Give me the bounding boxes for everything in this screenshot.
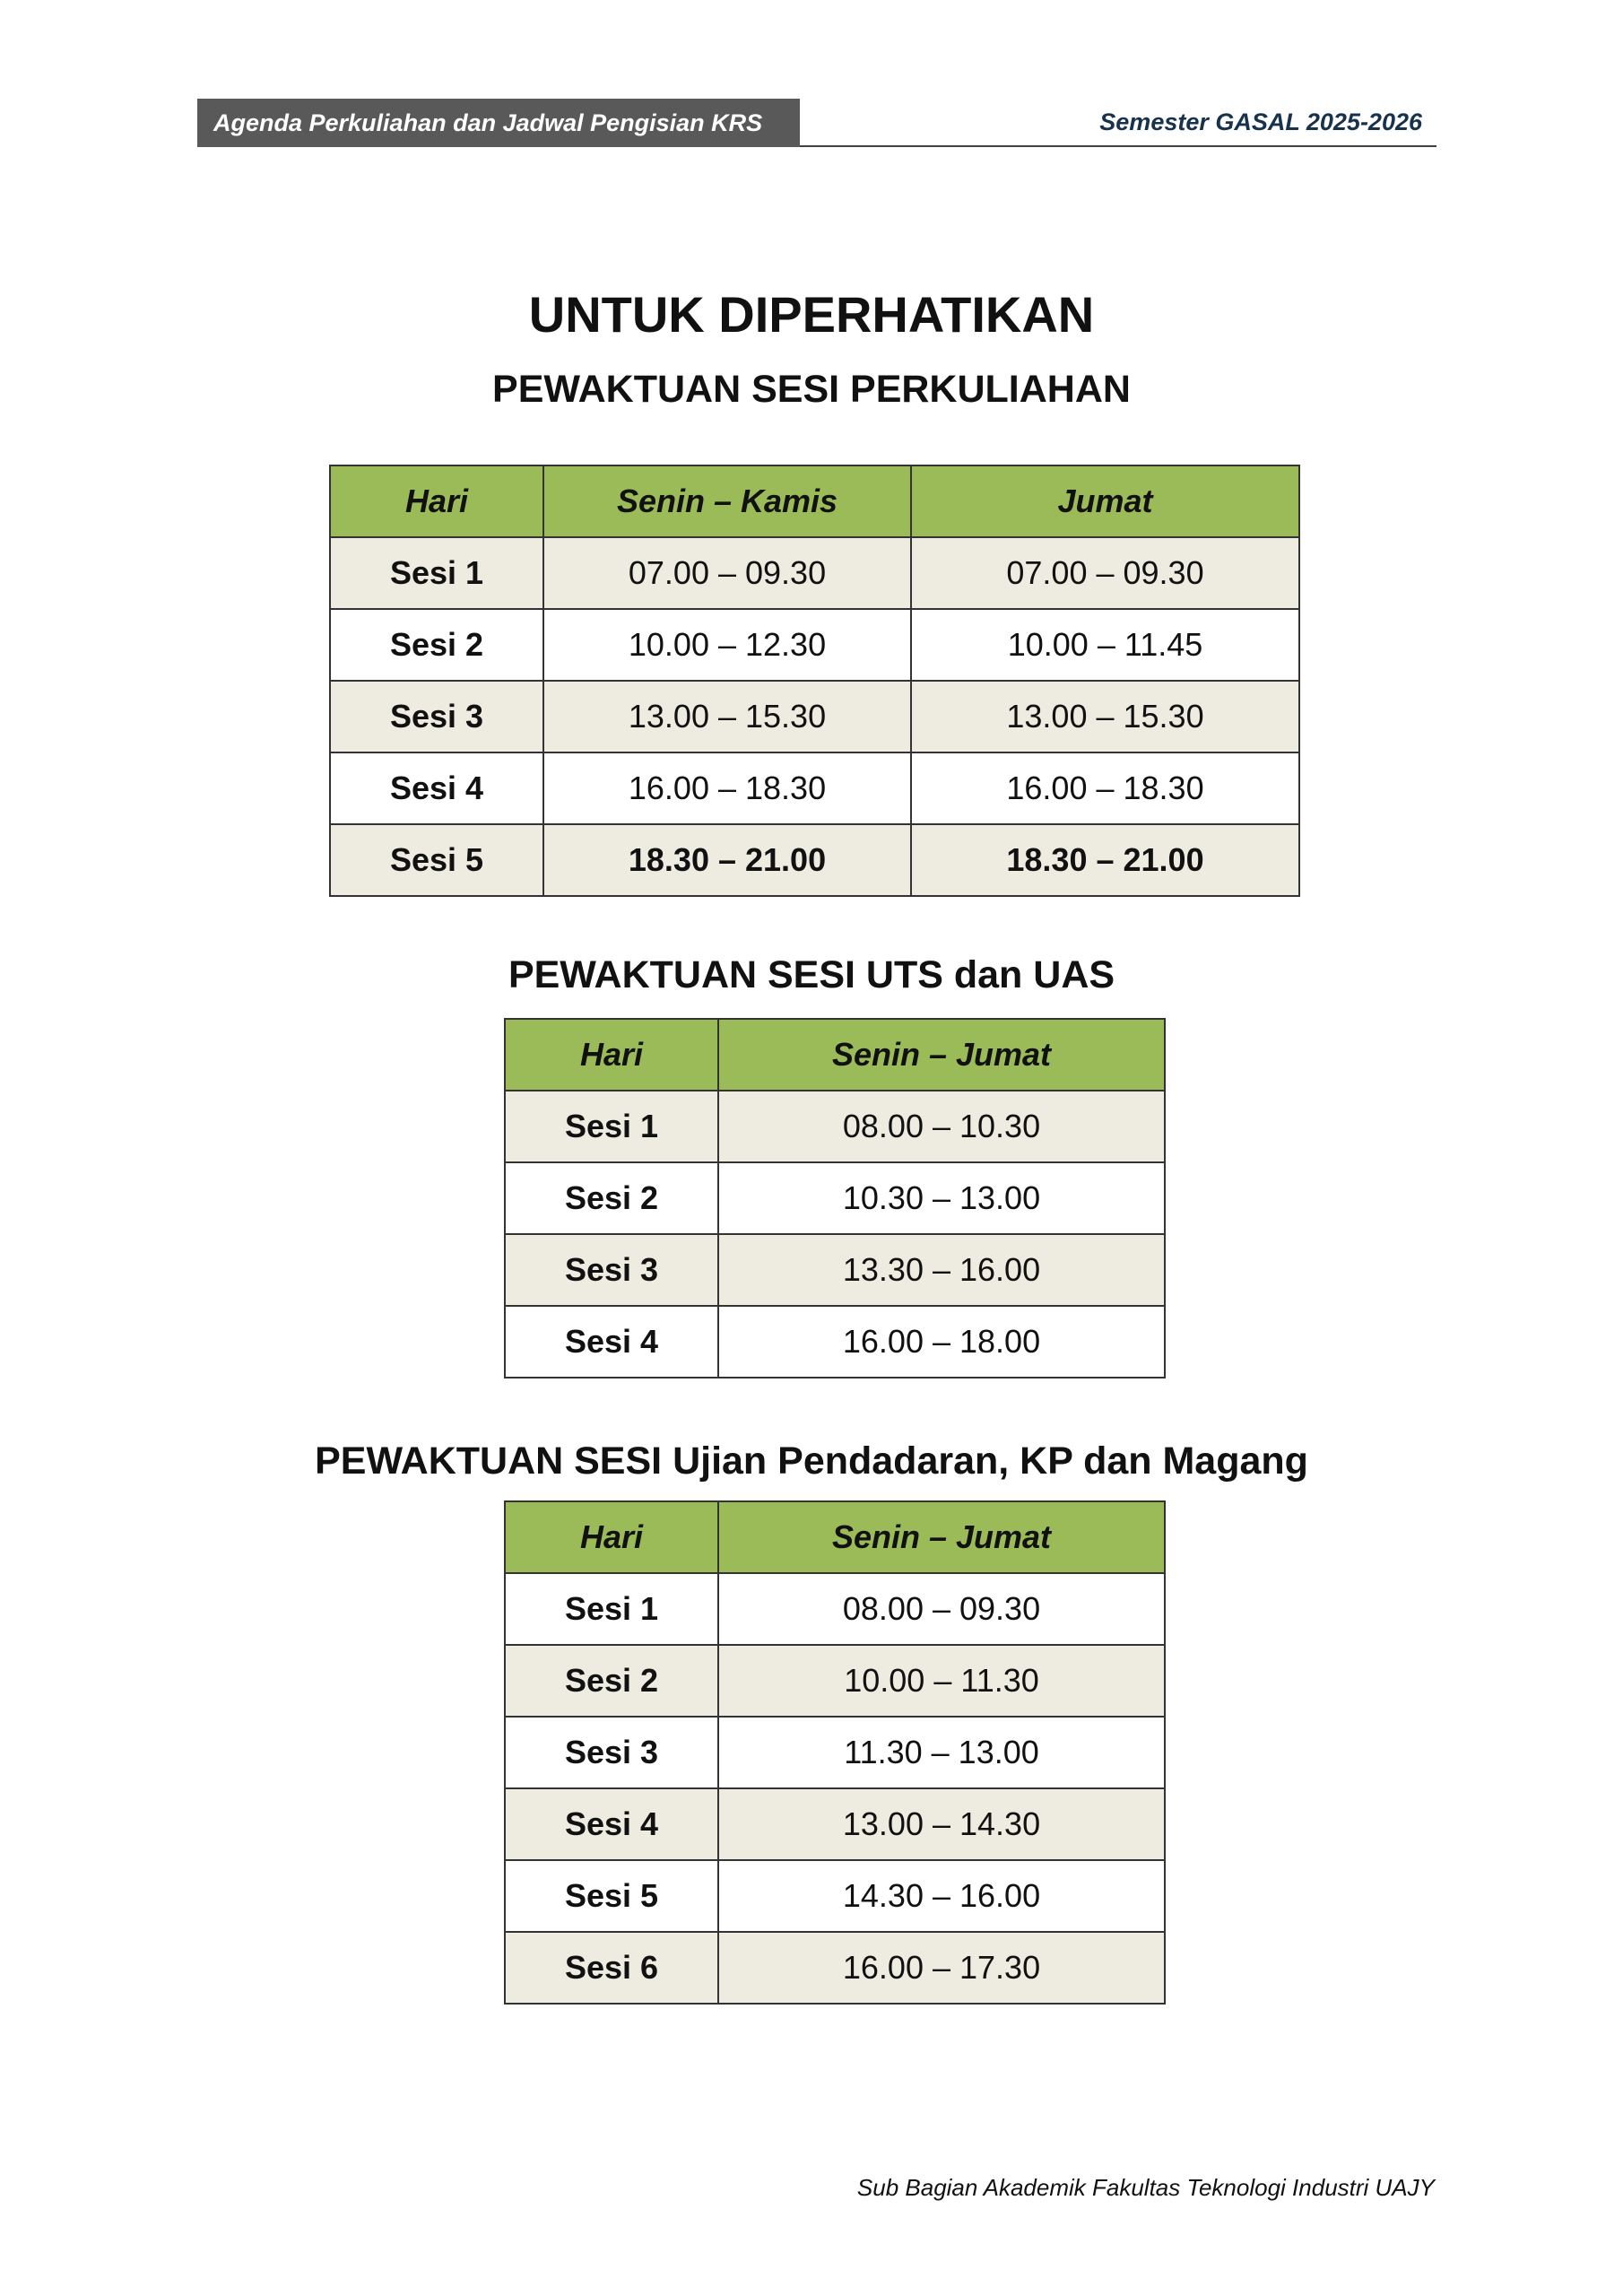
time-cell: 13.00 – 15.30 <box>911 681 1299 752</box>
table-row <box>505 1306 1165 1378</box>
time-cell: 16.00 – 17.30 <box>718 1932 1165 2004</box>
time-cell: 13.30 – 16.00 <box>718 1234 1165 1306</box>
table-row <box>330 681 1299 752</box>
session-cell: Sesi 4 <box>505 1788 718 1860</box>
session-cell: Sesi 2 <box>330 609 543 681</box>
session-cell: Sesi 2 <box>505 1162 718 1234</box>
exam-session-title: PEWAKTUAN SESI UTS dan UAS <box>508 953 1115 996</box>
session-cell: Sesi 4 <box>330 752 543 824</box>
table-row <box>505 1645 1165 1717</box>
table-header-row <box>330 465 1299 537</box>
header-document-title: Agenda Perkuliahan dan Jadwal Pengisian KRS <box>197 99 800 147</box>
table-row <box>505 1162 1165 1234</box>
column-header: Hari <box>505 1019 718 1091</box>
session-cell: Sesi 5 <box>505 1860 718 1932</box>
final-exam-session-title: PEWAKTUAN SESI Ujian Pendadaran, KP dan Magang <box>315 1439 1308 1483</box>
time-cell: 16.00 – 18.30 <box>911 752 1299 824</box>
session-cell: Sesi 2 <box>505 1645 718 1717</box>
time-cell: 07.00 – 09.30 <box>543 537 911 609</box>
exam-session-table <box>504 1018 1166 1378</box>
time-cell: 08.00 – 10.30 <box>718 1091 1165 1162</box>
time-cell: 10.00 – 11.45 <box>911 609 1299 681</box>
time-cell: 07.00 – 09.30 <box>911 537 1299 609</box>
time-cell: 10.30 – 13.00 <box>718 1162 1165 1234</box>
lecture-session-table <box>329 465 1300 897</box>
time-cell: 16.00 – 18.00 <box>718 1306 1165 1378</box>
table-row <box>330 752 1299 824</box>
footer-text: Sub Bagian Akademik Fakultas Teknologi Industri UAJY <box>856 2174 1435 2201</box>
column-header: Senin – Kamis <box>543 465 911 537</box>
table-row <box>330 609 1299 681</box>
header-semester: Semester GASAL 2025-2026 <box>800 99 1436 147</box>
table-row <box>505 1788 1165 1860</box>
time-cell: 18.30 – 21.00 <box>911 824 1299 896</box>
time-cell: 10.00 – 12.30 <box>543 609 911 681</box>
session-cell: Sesi 3 <box>330 681 543 752</box>
table-row <box>505 1932 1165 2004</box>
column-header: Hari <box>505 1501 718 1573</box>
session-cell: Sesi 1 <box>505 1091 718 1162</box>
time-cell: 08.00 – 09.30 <box>718 1573 1165 1645</box>
session-cell: Sesi 1 <box>505 1573 718 1645</box>
table-header-row <box>505 1019 1165 1091</box>
page-title: UNTUK DIPERHATIKAN <box>528 286 1095 343</box>
time-cell: 18.30 – 21.00 <box>543 824 911 896</box>
table-row <box>330 824 1299 896</box>
table-row <box>505 1573 1165 1645</box>
time-cell: 11.30 – 13.00 <box>718 1717 1165 1788</box>
time-cell: 13.00 – 15.30 <box>543 681 911 752</box>
table-row <box>330 537 1299 609</box>
session-cell: Sesi 3 <box>505 1717 718 1788</box>
session-cell: Sesi 6 <box>505 1932 718 2004</box>
session-cell: Sesi 3 <box>505 1234 718 1306</box>
table-row <box>505 1234 1165 1306</box>
column-header: Jumat <box>911 465 1299 537</box>
table-row <box>505 1860 1165 1932</box>
time-cell: 14.30 – 16.00 <box>718 1860 1165 1932</box>
final-exam-session-table <box>504 1500 1166 2005</box>
session-cell: Sesi 5 <box>330 824 543 896</box>
time-cell: 13.00 – 14.30 <box>718 1788 1165 1860</box>
time-cell: 16.00 – 18.30 <box>543 752 911 824</box>
table-header-row <box>505 1501 1165 1573</box>
time-cell: 10.00 – 11.30 <box>718 1645 1165 1717</box>
session-cell: Sesi 1 <box>330 537 543 609</box>
column-header: Senin – Jumat <box>718 1501 1165 1573</box>
table-row <box>505 1091 1165 1162</box>
session-cell: Sesi 4 <box>505 1306 718 1378</box>
table-row <box>505 1717 1165 1788</box>
lecture-session-title: PEWAKTUAN SESI PERKULIAHAN <box>492 368 1131 411</box>
column-header: Hari <box>330 465 543 537</box>
column-header: Senin – Jumat <box>718 1019 1165 1091</box>
